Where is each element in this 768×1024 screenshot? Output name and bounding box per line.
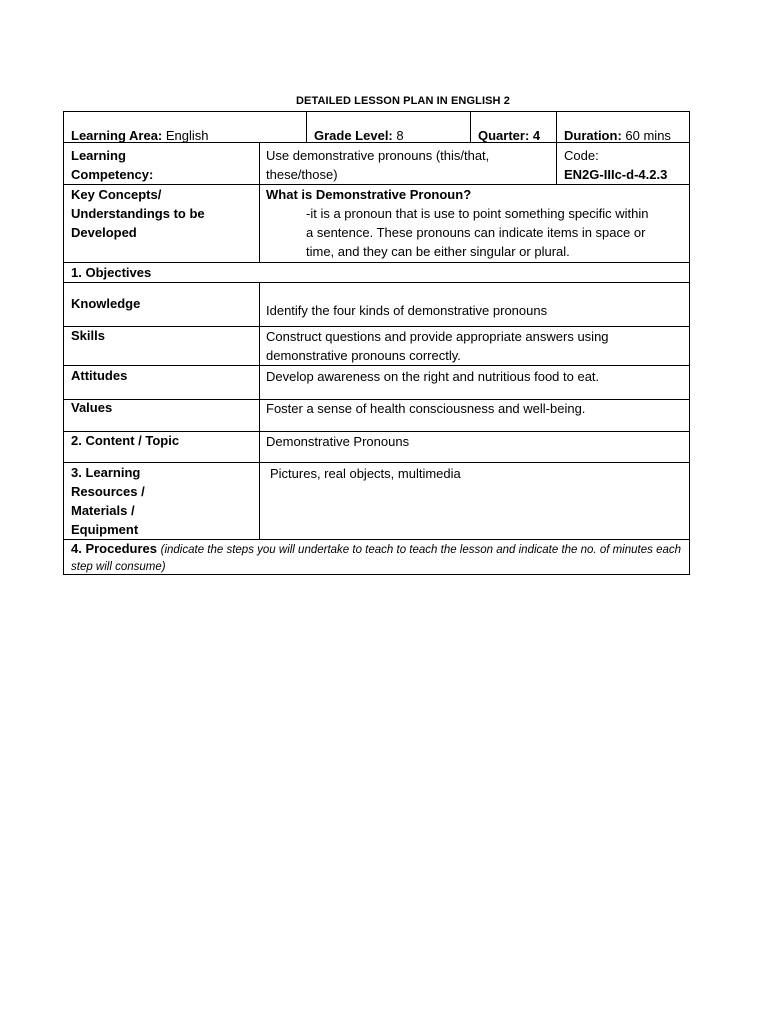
row-divider bbox=[64, 365, 689, 366]
code-label: Code: bbox=[564, 148, 599, 163]
competency-label: Learning Competency: bbox=[71, 148, 154, 182]
values-label: Values bbox=[71, 400, 113, 415]
col-divider bbox=[556, 112, 557, 184]
content-label: 2. Content / Topic bbox=[71, 433, 180, 448]
learning-area-label: Learning Area: bbox=[71, 128, 163, 143]
competency-code bbox=[564, 146, 667, 184]
learning-area bbox=[71, 126, 209, 145]
code-value: EN2G-IIIc-d-4.2.3 bbox=[564, 167, 668, 182]
procedures-note-line2: step will consume) bbox=[71, 561, 166, 573]
competency-text: Use demonstrative pronouns (this/that, these/those) bbox=[266, 148, 490, 182]
duration bbox=[564, 126, 671, 145]
row-divider bbox=[64, 462, 689, 463]
quarter-label: Quarter: bbox=[478, 128, 530, 143]
knowledge-text: Identify the four kinds of demonstrative pronouns bbox=[266, 303, 548, 318]
key-concepts-body: What is Demonstrative Pronoun? -it is a pronoun that is use to point something specific within a sentence. These pronouns can indicate items in space or time, and they can be either singular or plural. bbox=[266, 185, 686, 261]
procedures-row bbox=[71, 540, 686, 576]
row-divider bbox=[64, 262, 689, 263]
row-divider bbox=[64, 282, 689, 283]
procedures-note: (indicate the steps you will undertake to teach to teach the lesson and indicate the no. of minutes each bbox=[160, 544, 682, 556]
col-divider bbox=[306, 112, 307, 142]
quarter bbox=[478, 126, 540, 145]
objectives-label: 1. Objectives bbox=[71, 265, 152, 280]
attitudes-label: Attitudes bbox=[71, 368, 128, 383]
resources-label: 3. Learning Resources / Materials / Equipment bbox=[71, 465, 145, 537]
grade-level bbox=[314, 126, 404, 145]
key-concepts-label: Key Concepts/ Understandings to be Developed bbox=[71, 187, 205, 240]
grade-level-value: 8 bbox=[396, 128, 404, 143]
skills-label: Skills bbox=[71, 328, 105, 343]
duration-label: Duration: bbox=[564, 128, 622, 143]
col-divider bbox=[259, 282, 260, 539]
duration-value: 60 mins bbox=[625, 128, 671, 143]
procedures-label: 4. Procedures bbox=[71, 541, 157, 556]
knowledge-label: Knowledge bbox=[71, 296, 141, 311]
col-divider bbox=[259, 142, 260, 262]
values-text: Foster a sense of health consciousness and well-being. bbox=[266, 401, 586, 416]
lesson-plan-table bbox=[63, 111, 690, 575]
skills-text: Construct questions and provide appropriate answers using demonstrative pronouns correctly. bbox=[266, 329, 609, 363]
quarter-value: 4 bbox=[532, 128, 541, 143]
document-title: DETAILED LESSON PLAN IN ENGLISH 2 bbox=[296, 95, 510, 107]
col-divider bbox=[470, 112, 471, 142]
attitudes-text: Develop awareness on the right and nutritious food to eat. bbox=[266, 369, 600, 384]
grade-level-label: Grade Level: bbox=[314, 128, 393, 143]
content-text: Demonstrative Pronouns bbox=[266, 434, 410, 449]
key-concepts-heading: What is Demonstrative Pronoun? bbox=[266, 187, 472, 202]
resources-text: Pictures, real objects, multimedia bbox=[270, 466, 461, 481]
learning-area-value: English bbox=[165, 128, 209, 143]
